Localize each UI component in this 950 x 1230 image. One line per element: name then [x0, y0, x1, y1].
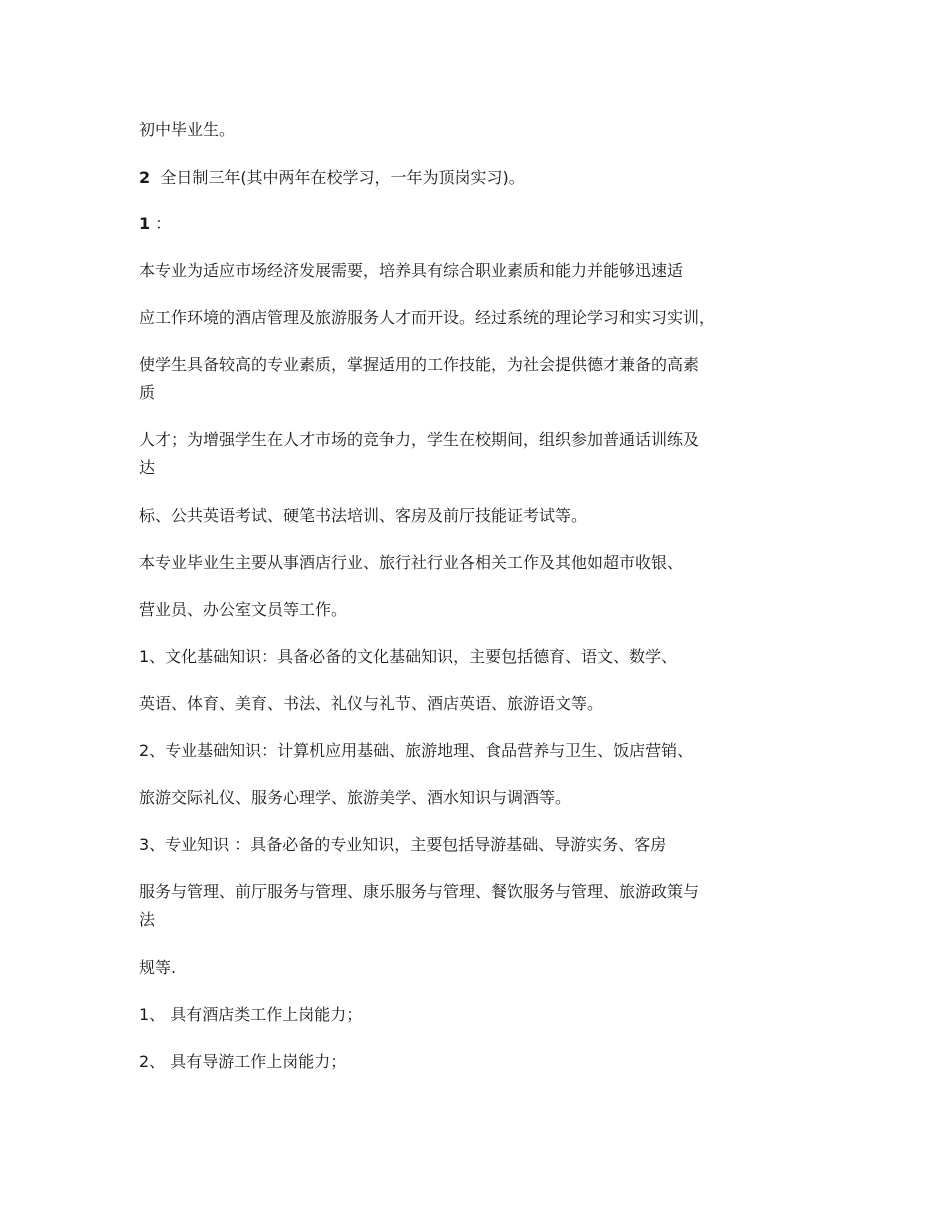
line-text: 人才；为增强学生在人才市场的竞争力，学生在校期间，组织参加普通话训练及 — [139, 430, 700, 449]
paragraph-line-wrap — [139, 907, 829, 933]
line-text: 初中毕业生。 — [139, 120, 236, 139]
paragraph-line — [139, 879, 829, 905]
paragraph-line — [139, 503, 829, 529]
line-text: 本专业为适应市场经济发展需要，培养具有综合职业素质和能力并能够迅速适 — [139, 261, 684, 280]
line-text: 质 — [139, 383, 156, 402]
line-text: 营业员、办公室文员等工作。 — [139, 600, 348, 619]
line-text: 应工作环境的酒店管理及旅游服务人才而开设。经过系统的理论学习和实习实训， — [139, 308, 716, 327]
line-text: 标、公共英语考试、硬笔书法培训、客房及前厅技能证考试等。 — [139, 506, 588, 525]
line-text: 全日制三年(其中两年在校学习，一年为顶岗实习)。 — [160, 168, 525, 187]
line-text: 本专业毕业生主要从事酒店行业、旅行社行业各相关工作及其他如超市收银、 — [139, 553, 684, 572]
line-text: 2、专业基础知识：计算机应用基础、旅游地理、食品营养与卫生、饭店营销、 — [139, 741, 694, 760]
line-text: 达 — [139, 458, 156, 477]
line-text: 旅游交际礼仪、服务心理学、旅游美学、酒水知识与调酒等。 — [139, 788, 572, 807]
list-item — [139, 1049, 829, 1075]
paragraph-line — [139, 165, 829, 191]
paragraph-line — [139, 644, 829, 670]
paragraph-line — [139, 738, 829, 764]
paragraph-line — [139, 955, 829, 981]
paragraph-line — [139, 427, 829, 453]
line-text: 法 — [139, 910, 156, 929]
paragraph-line — [139, 352, 829, 378]
line-text: 1、 具有酒店类工作上岗能力； — [139, 1005, 363, 1024]
paragraph-line-wrap — [139, 455, 829, 481]
paragraph-line — [139, 258, 829, 284]
paragraph-line — [139, 691, 829, 717]
paragraph-line — [139, 550, 829, 576]
line-text: 3、专业知识 ：具备必备的专业知识，主要包括导游基础、导游实务、客房 — [139, 835, 667, 854]
line-text: 1、文化基础知识：具备必备的文化基础知识，主要包括德育、语文、数学、 — [139, 647, 678, 666]
section-number: 1 — [139, 214, 151, 233]
paragraph-line — [139, 832, 829, 858]
line-text: 2、 具有导游工作上岗能力； — [139, 1052, 347, 1071]
line-text: 使学生具备较高的专业素质，掌握适用的工作技能，为社会提供德才兼备的高素 — [139, 355, 700, 374]
paragraph-line — [139, 597, 829, 623]
line-text: 英语、体育、美育、书法、礼仪与礼节、酒店英语、旅游语文等。 — [139, 694, 604, 713]
list-item — [139, 1002, 829, 1028]
paragraph-line-wrap — [139, 380, 829, 406]
line-text: ： — [155, 214, 172, 233]
paragraph-line — [139, 117, 829, 143]
paragraph-line — [139, 785, 829, 811]
paragraph-line — [139, 305, 829, 331]
section-number: 2 — [139, 168, 151, 187]
line-text: 服务与管理、前厅服务与管理、康乐服务与管理、餐饮服务与管理、旅游政策与 — [139, 882, 700, 901]
line-text: 规等. — [139, 958, 177, 977]
paragraph-line — [139, 211, 829, 237]
